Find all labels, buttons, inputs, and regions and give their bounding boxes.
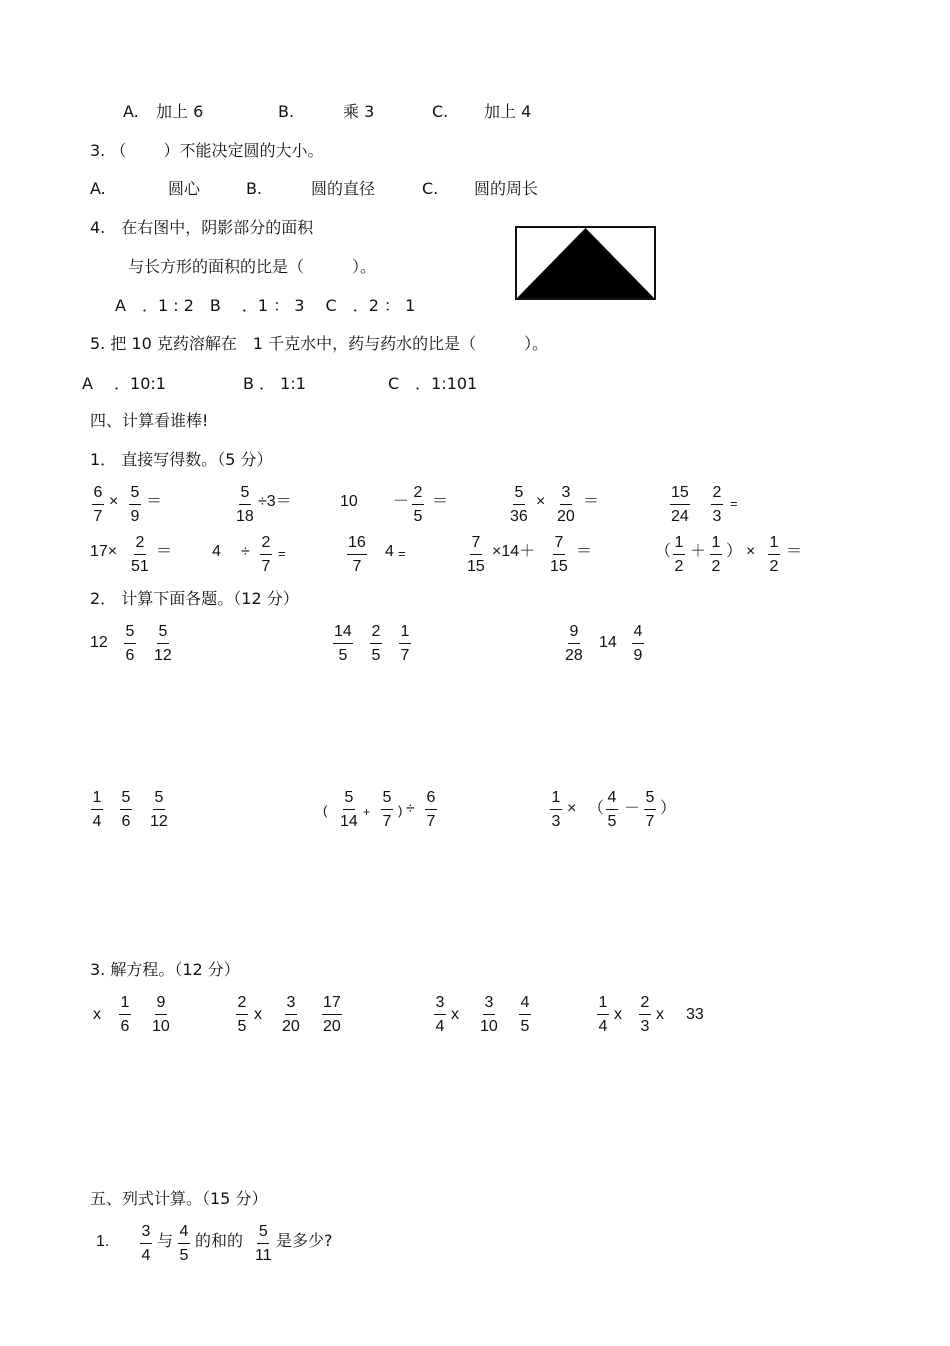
left-paren: （ [655, 543, 672, 560]
minus-sign: － [624, 800, 641, 817]
right-paren: ） [726, 543, 743, 560]
q5-option-a: A ．10:1 [82, 374, 166, 393]
times-sign: × [109, 493, 119, 510]
times-sign: × [567, 800, 577, 817]
question-number: 1. [96, 1233, 110, 1250]
fraction: 5 12 [154, 623, 172, 664]
left-paren: （ [588, 800, 605, 817]
fraction: 1 3 [551, 789, 561, 830]
q5-option-b: B ． 1:1 [243, 374, 306, 393]
equals-sign: = [730, 496, 738, 511]
variable-x: x [451, 1006, 459, 1023]
fraction: 3 20 [557, 484, 575, 525]
q2-option-a-letter: A. [123, 102, 139, 121]
fraction: 16 7 [348, 534, 366, 575]
fraction: 17 20 [323, 994, 341, 1035]
minus-sign: － [393, 493, 410, 510]
q5-stem: 5. 把 10 克药溶解在 1 千克水中，药与药水的比是（ ）。 [90, 334, 549, 353]
variable-x: x [93, 1006, 101, 1023]
part1-title: 1． 直接写得数。（5 分） [90, 450, 273, 469]
fraction: 5 36 [510, 484, 528, 525]
divide-sign: ÷ [241, 543, 250, 560]
q3-option-a: 圆心 [168, 179, 201, 198]
fraction: 6 7 [426, 789, 436, 830]
q4-line1: 4. 在右图中，阴影部分的面积 [90, 218, 314, 237]
fraction: 6 7 [93, 484, 103, 525]
fraction: 15 24 [671, 484, 689, 525]
fraction: 7 15 [550, 534, 568, 575]
q4-line2: 与长方形的面积的比是（ ）。 [128, 257, 377, 276]
number-33: 33 [686, 1006, 704, 1023]
part3-title: 3. 解方程。（12 分） [90, 960, 240, 979]
fraction: 9 10 [152, 994, 170, 1035]
equals-sign: ＝ [156, 543, 173, 560]
fraction: 3 20 [282, 994, 300, 1035]
phrase-how-much: 是多少? [276, 1231, 333, 1250]
q3-option-a-letter: A. [90, 179, 106, 198]
equals-sign: ＝ [576, 543, 593, 560]
fraction: 1 6 [120, 994, 130, 1035]
fraction: 3 4 [435, 994, 445, 1035]
fraction: 2 3 [640, 994, 650, 1035]
equals-sign: ＝ [146, 493, 163, 510]
q3-option-b-letter: B. [246, 179, 263, 198]
number-10: 10 [340, 493, 358, 510]
fraction: 1 2 [674, 534, 684, 575]
phrase-sum-of: 的和的 [195, 1231, 244, 1250]
number-4: 4 [212, 543, 221, 560]
fraction: 2 5 [371, 623, 381, 664]
part2-title: 2． 计算下面各题。（12 分） [90, 589, 299, 608]
word-and: 与 [157, 1231, 174, 1250]
fraction: 5 6 [121, 789, 131, 830]
equals-sign: = [278, 546, 286, 561]
fraction: 5 7 [645, 789, 655, 830]
fraction: 2 3 [712, 484, 722, 525]
fraction: 1 7 [400, 623, 410, 664]
fraction: 1 4 [598, 994, 608, 1035]
fraction: 2 5 [237, 994, 247, 1035]
fraction: 14 5 [334, 623, 352, 664]
q3-option-c: 圆的周长 [474, 179, 539, 198]
equals-sign: = [398, 546, 406, 561]
fraction: 5 12 [150, 789, 168, 830]
q2-option-b-letter: B. [278, 102, 295, 121]
variable-x: x [656, 1006, 664, 1023]
q5-option-c: C ．1:101 [388, 374, 478, 393]
fraction: 2 5 [413, 484, 423, 525]
fraction: 1 2 [711, 534, 721, 575]
rectangle-shaded-triangle-figure [515, 226, 656, 300]
right-paren: ) [398, 803, 403, 818]
times-sign: × [536, 493, 546, 510]
q2-option-b: 乘 3 [343, 102, 375, 121]
variable-x: x [614, 1006, 622, 1023]
fraction: 9 28 [565, 623, 583, 664]
variable-x: x [254, 1006, 262, 1023]
q2-option-c: 加上 4 [484, 102, 532, 121]
divide-sign: ÷ [406, 800, 415, 817]
fraction: 7 15 [467, 534, 485, 575]
fraction: 1 2 [769, 534, 779, 575]
fraction: 3 4 [141, 1223, 151, 1264]
fraction: 2 7 [261, 534, 271, 575]
q4-options: A ．1 : 2 B ．1 ： 3 C ．2 ： 1 [115, 296, 416, 315]
number-4: 4 [385, 543, 394, 560]
fraction: 4 5 [520, 994, 530, 1035]
equals-sign: ＝ [786, 543, 803, 560]
q2-option-c-letter: C. [432, 102, 449, 121]
fraction: 5 9 [130, 484, 140, 525]
fraction: 5 6 [125, 623, 135, 664]
shaded-triangle-icon [517, 228, 654, 298]
section4-title: 四、计算看谁棒! [90, 411, 209, 430]
q3-stem: 3. （ ）不能决定圆的大小。 [90, 141, 324, 160]
fraction: 5 7 [382, 789, 392, 830]
fraction: 4 9 [633, 623, 643, 664]
section5-title: 五、列式计算。（15 分） [90, 1189, 268, 1208]
q3-option-b: 圆的直径 [311, 179, 376, 198]
times-sign: × [746, 543, 756, 560]
fraction: 5 14 [340, 789, 358, 830]
plus-sign: + [363, 805, 371, 819]
fraction: 5 18 [236, 484, 254, 525]
fraction: 1 4 [92, 789, 102, 830]
number-17-times: 17× [90, 543, 118, 560]
q2-option-a: 加上 6 [156, 102, 204, 121]
number-14: 14 [599, 634, 617, 651]
equals-sign: ＝ [583, 493, 600, 510]
fraction: 4 5 [179, 1223, 189, 1264]
q3-option-c-letter: C. [422, 179, 439, 198]
times-14-plus: ×14＋ [492, 543, 536, 560]
plus-sign: ＋ [690, 543, 707, 560]
right-paren: ） [660, 800, 677, 817]
fraction: 5 11 [255, 1223, 272, 1264]
fraction: 2 51 [131, 534, 149, 575]
fraction: 3 10 [480, 994, 498, 1035]
left-paren: ( [323, 803, 328, 818]
fraction: 4 5 [607, 789, 617, 830]
number-12: 12 [90, 634, 108, 651]
divide-3-equals: ÷3＝ [258, 493, 292, 510]
equals-sign: ＝ [432, 493, 449, 510]
